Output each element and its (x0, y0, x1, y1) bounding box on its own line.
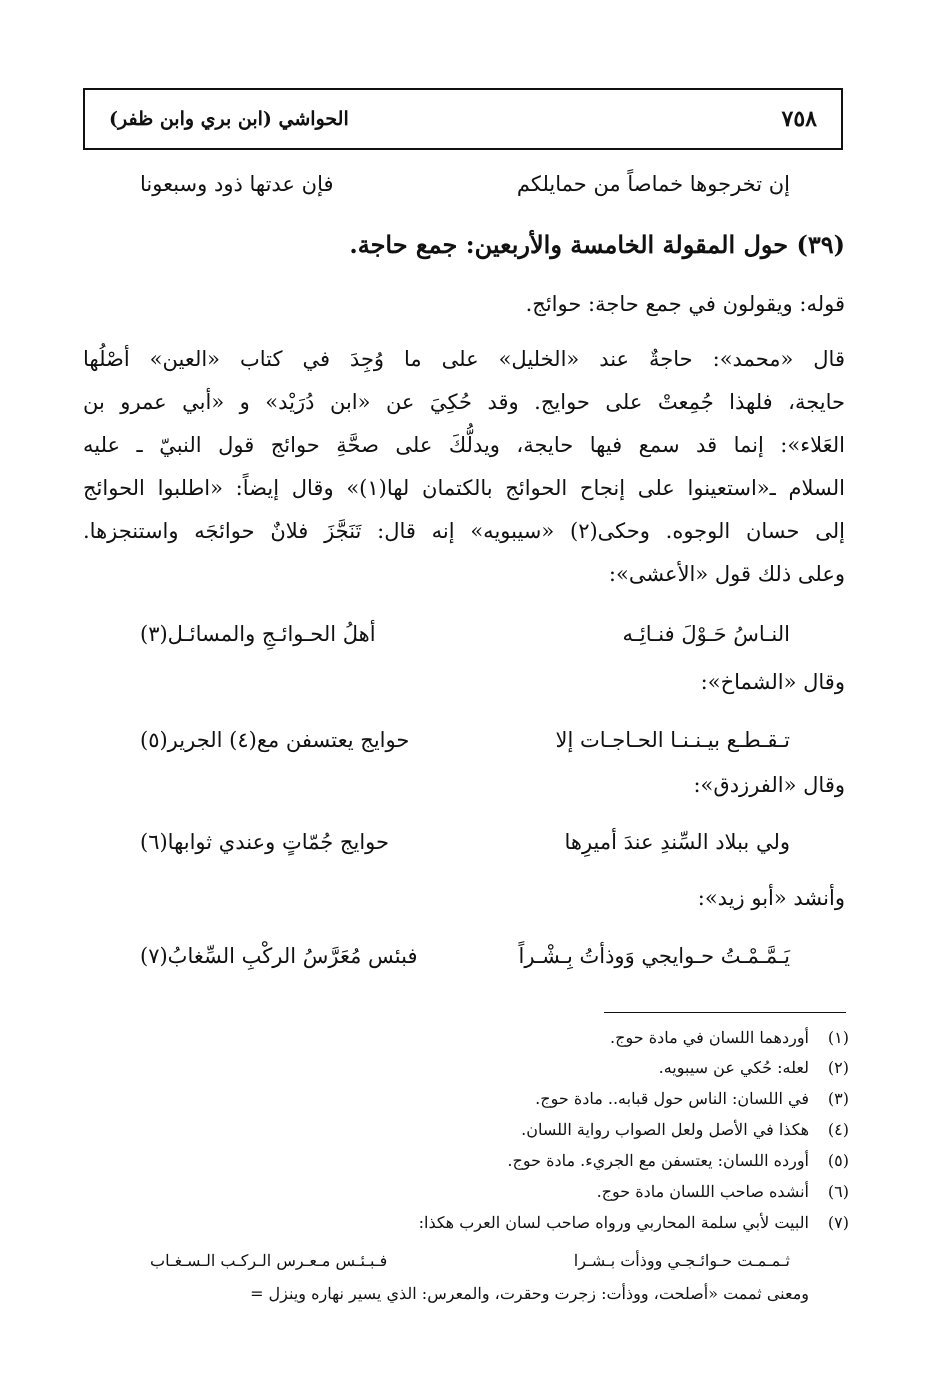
footnote-number: (٧) (827, 1213, 849, 1232)
footnote-number: (٤) (827, 1120, 849, 1139)
section-heading: (٣٩) حول المقولة الخامسة والأربعين: جمع حاجة. (349, 230, 845, 259)
poem-verse (140, 728, 790, 752)
page-number: ٧٥٨ (781, 106, 817, 132)
verse-hemistich-2: حوايج يعتسفن مع(٤) الجرير(٥) (140, 728, 410, 752)
footnote-text: في اللسان: الناس حول قبابه.. مادة حوج. (535, 1089, 809, 1108)
verse-hemistich-2: فـبـئـس مـعـرس الـركـب الـسـغـاب (150, 1251, 388, 1270)
footnote-text: هكذا في الأصل ولعل الصواب رواية اللسان. (521, 1120, 809, 1139)
paragraph-line: وعلى ذلك قول «الأعشى»: (608, 562, 845, 586)
footnote-number: (٢) (827, 1058, 849, 1077)
verse-hemistich-1: يَـمَّـمْـتُ حـوايجي وَوذأتُ بِـشْـراً (518, 944, 790, 968)
footnote (597, 1182, 849, 1201)
footnote-number: (١) (827, 1028, 849, 1047)
verse-hemistich-2: أهلُ الحـوائـجِ والمسائـل(٣) (140, 622, 376, 646)
footnote (507, 1151, 849, 1170)
verse-hemistich-1: إن تخرجوها خماصاً من حمايلكم (516, 172, 790, 196)
footnote-continuation: ومعنى ثممت «أصلحت، ووذأت: زجرت وحقرت، والمعرس: الذي يسير نهاره وينزل = (250, 1284, 809, 1303)
paragraph-line: قال «محمد»: حاجةٌ عند «الخليل» على ما وُجِدَ في كتاب «العين» أصْلُها (83, 347, 845, 371)
footnote-text: لعله: حُكي عن سيبويه. (658, 1058, 809, 1077)
footnote (521, 1120, 849, 1139)
footnote (659, 1058, 849, 1077)
footnote-number: (٣) (827, 1089, 849, 1108)
paragraph-line: السلام ـ«استعينوا على إنجاح الحوائج بالكتمان لها(١)» وقال إيضاً: «اطلبوا الحوائج (83, 476, 845, 500)
poem-intro: وقال «الشماخ»: (700, 670, 845, 694)
paragraph-line: إلى حسان الوجوه. وحكى(٢) «سيبويه» إنه قال: تَنَجَّزَ فلانٌ حوائجَه واستنجزها. (83, 519, 845, 543)
verse-top (140, 172, 790, 196)
footnote (419, 1213, 849, 1232)
footnote-verse (150, 1251, 790, 1270)
footnote (535, 1089, 849, 1108)
verse-hemistich-2: فإن عدتها ذود وسبعونا (140, 172, 334, 196)
verse-hemistich-2: فبئس مُعَرَّسُ الركْبِ السِّغابُ(٧) (140, 944, 418, 968)
verse-hemistich-1: ثـمـمـت حـوائـجـي ووذأت بـشـرا (573, 1251, 790, 1270)
quoted-statement: قوله: ويقولون في جمع حاجة: حوائج. (525, 292, 845, 316)
footnote (610, 1028, 849, 1047)
poem-intro: وأنشد «أبو زيد»: (697, 886, 845, 910)
poem-verse (140, 622, 790, 646)
verse-hemistich-1: ولي ببلاد السِّندِ عندَ أميرِها (564, 830, 790, 854)
footnote-text: أوردهما اللسان في مادة حوج. (610, 1028, 809, 1047)
verse-hemistich-1: تـقـطـع بيـنـنـا الحـاجـات إلا (555, 728, 790, 752)
verse-hemistich-2: حوايج جُمّاتٍ وعندي ثوابها(٦) (140, 830, 389, 854)
footnote-number: (٥) (827, 1151, 849, 1170)
verse-hemistich-1: النـاسُ حَـوْلَ فنـائِـه (622, 622, 790, 646)
running-title: الحواشي (ابن بري وابن ظفر) (109, 108, 349, 130)
footnote-separator (604, 1012, 846, 1013)
poem-intro: وقال «الفرزدق»: (693, 773, 845, 797)
poem-verse (140, 944, 790, 968)
poem-verse (140, 830, 790, 854)
footnote-text: أنشده صاحب اللسان مادة حوج. (596, 1182, 809, 1201)
footnote-text: أورده اللسان: يعتسفن مع الجريء. مادة حوج. (507, 1151, 809, 1170)
footnote-text: البيت لأبي سلمة المحاربي ورواه صاحب لسان العرب هكذا: (418, 1213, 809, 1232)
paragraph-line: حايجة، فلهذا جُمِعتْ على حوايج. وقد حُكِيَ عن «ابن دُرَيْد» و «أبي عمرو بن (83, 390, 845, 414)
footnote-number: (٦) (827, 1182, 849, 1201)
paragraph-line: العَلاء»: إنما قد سمع فيها حايجة، ويدلُّكَ على صحَّةِ حوائج قول النبيّ ـ عليه (83, 433, 845, 457)
page-header (83, 88, 843, 150)
